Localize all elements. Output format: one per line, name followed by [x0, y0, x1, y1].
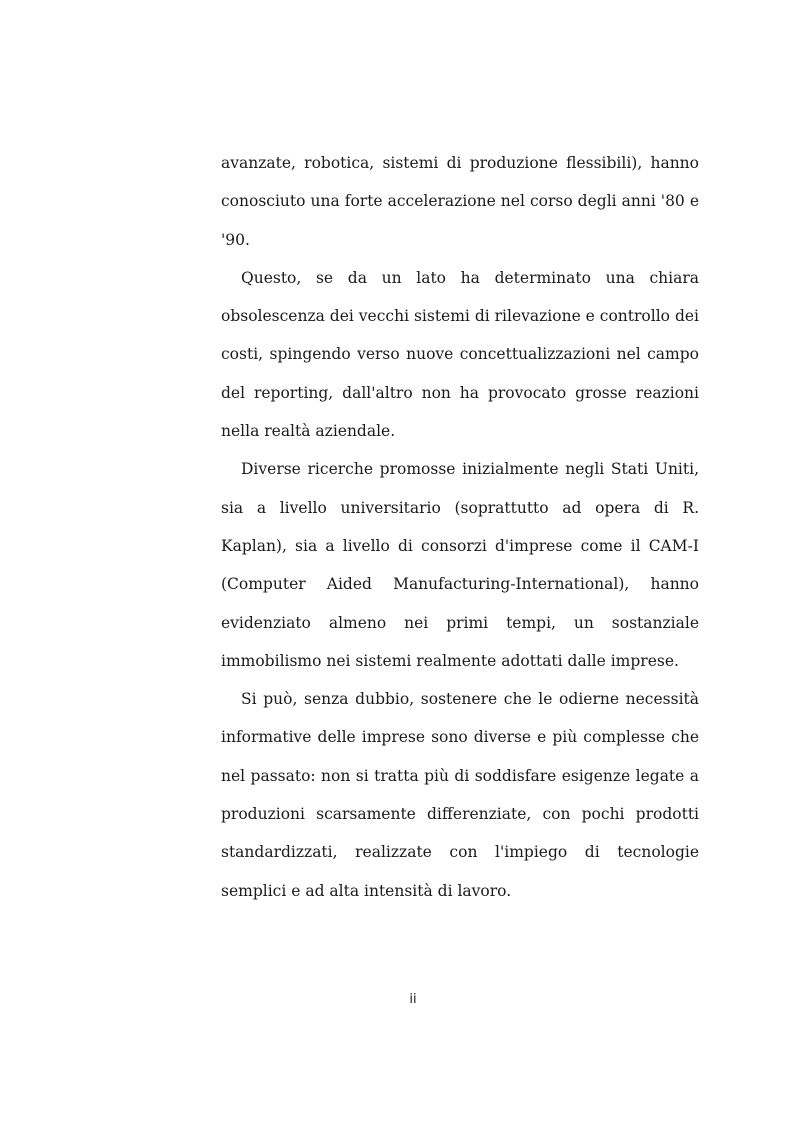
- paragraph-research: Diverse ricerche promosse inizialmente negli Stati Uniti, sia a livello universitario (soprattutto ad opera di R. Kaplan), sia a livello di consorzi d'imprese come il CAM-I (Computer Aided Manufacturing-International), hanno evidenziato almeno nei primi tempi, un sostanziale immobilismo nei sistemi realmente adottati dalle imprese.: [221, 460, 699, 670]
- paragraph-obsolescence: Questo, se da un lato ha determinato una chiara obsolescenza dei vecchi sistemi di rilevazione e controllo dei costi, spingendo verso nuove concettualizzazioni nel campo del reporting, dall'altro non ha provocato grosse reazioni nella realtà aziendale.: [221, 268, 699, 441]
- paragraph-information-needs: Si può, senza dubbio, sostenere che le odierne necessità informative delle imprese sono diverse e più complesse che nel passato: non si tratta più di soddisfare esigenze legate a produzioni scarsamente differenziate, con pochi prodotti standardizzati, realizzate con l'impiego di tecnologie semplici e ad alta intensità di lavoro.: [221, 690, 699, 900]
- body-text: [221, 144, 699, 910]
- paragraph-continuation: avanzate, robotica, sistemi di produzione flessibili), hanno conosciuto una forte accelerazione nel corso degli anni '80 e '90.: [221, 154, 699, 249]
- page-number: ii: [409, 992, 417, 1007]
